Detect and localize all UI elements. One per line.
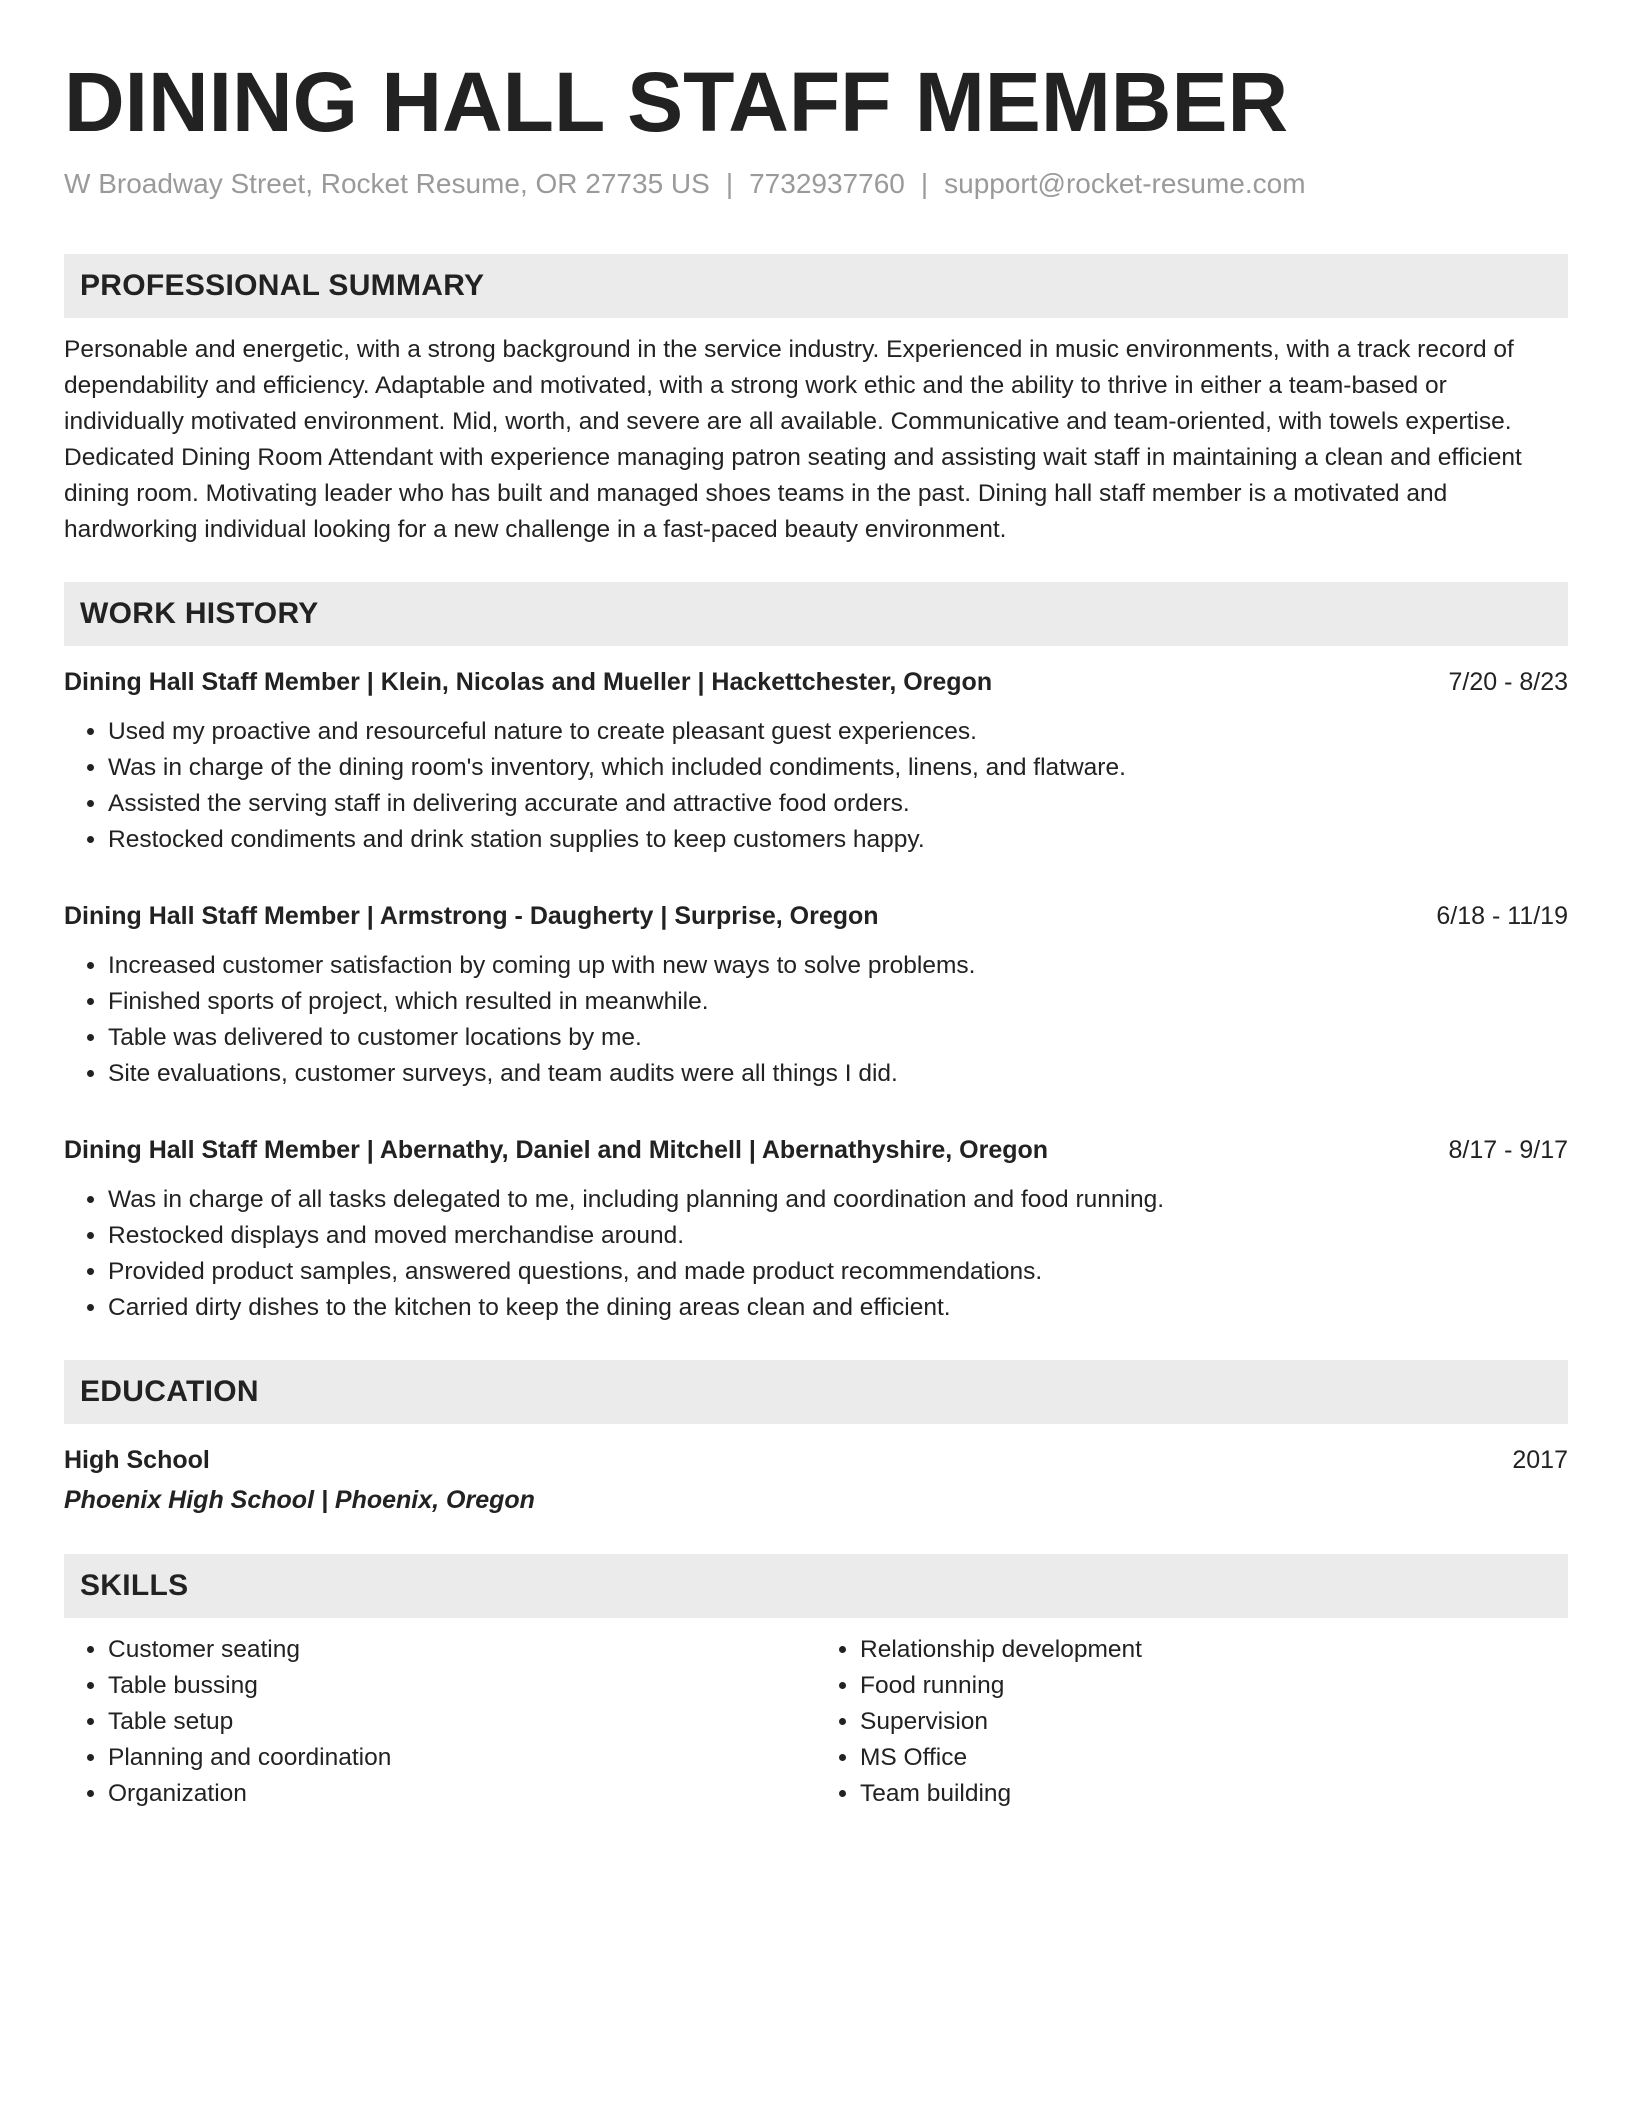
contact-separator: | — [920, 168, 929, 199]
job-entry — [64, 664, 1568, 858]
skills-grid — [64, 1632, 1568, 1812]
job-bullet: • Was in charge of all tasks delegated to me, including planning and coordination and food running. — [108, 1182, 1568, 1218]
contact-email: support@rocket-resume.com — [944, 168, 1306, 199]
job-dates: 7/20 - 8/23 — [1448, 668, 1568, 696]
contact-line — [64, 166, 1568, 202]
contact-address: W Broadway Street, Rocket Resume, OR 27735 US — [64, 168, 710, 199]
skill-item: • Customer seating — [108, 1632, 816, 1668]
job-bullet: • Assisted the serving staff in delivering accurate and attractive food orders. — [108, 786, 1568, 822]
section-heading-skills: SKILLS — [64, 1554, 1568, 1618]
resume-name-title: DINING HALL STAFF MEMBER — [64, 55, 1289, 149]
job-bullet-list — [64, 948, 1568, 1092]
skill-item: • Table setup — [108, 1704, 816, 1740]
skill-item: • Food running — [860, 1668, 1568, 1704]
job-entry — [64, 898, 1568, 1092]
skill-item: • Team building — [860, 1776, 1568, 1812]
education-school: Phoenix High School | Phoenix, Oregon — [64, 1486, 535, 1514]
job-bullet: • Finished sports of project, which resulted in meanwhile. — [108, 984, 1568, 1020]
education-header — [64, 1442, 1568, 1478]
job-bullet: • Provided product samples, answered questions, and made product recommendations. — [108, 1254, 1568, 1290]
education-year: 2017 — [1512, 1446, 1568, 1474]
contact-phone: 7732937760 — [749, 168, 905, 199]
job-bullet-list — [64, 714, 1568, 858]
job-dates: 8/17 - 9/17 — [1448, 1136, 1568, 1164]
skill-item: • Planning and coordination — [108, 1740, 816, 1776]
job-header — [64, 898, 1568, 934]
skills-column-left — [64, 1632, 816, 1812]
skills-list — [816, 1632, 1568, 1812]
education-degree: High School — [64, 1446, 210, 1474]
job-bullet: • Used my proactive and resourceful nature to create pleasant guest experiences. — [108, 714, 1568, 750]
job-bullet-list — [64, 1182, 1568, 1326]
skill-item: • MS Office — [860, 1740, 1568, 1776]
job-entry — [64, 1132, 1568, 1326]
skill-item: • Organization — [108, 1776, 816, 1812]
job-bullet: • Restocked condiments and drink station supplies to keep customers happy. — [108, 822, 1568, 858]
job-title: Dining Hall Staff Member | Abernathy, Daniel and Mitchell | Abernathyshire, Oregon — [64, 1136, 1049, 1164]
job-dates: 6/18 - 11/19 — [1436, 902, 1568, 930]
summary-paragraph: Personable and energetic, with a strong background in the service industry. Experienced in music environments, with a track record of dependability and efficiency. Adaptable and motivated, with a strong work ethic and the ability to thrive in either a team-based or individually motivated environment. Mid, worth, and severe are all available. Communicative and team-oriented, with towels expertise. Dedicated Dining Room Attendant with experience managing patron seating and assisting wait staff in maintaining a clean and efficient dining room. Motivating leader who has built and managed shoes teams in the past. Dining hall staff member is a motivated and hardworking individual looking for a new challenge in a fast-paced beauty environment. — [64, 336, 1522, 543]
section-heading-education: EDUCATION — [64, 1360, 1568, 1424]
job-bullet: • Was in charge of the dining room's inventory, which included condiments, linens, and flatware. — [108, 750, 1568, 786]
section-heading-summary: PROFESSIONAL SUMMARY — [64, 254, 1568, 318]
job-header — [64, 664, 1568, 700]
skill-item: • Table bussing — [108, 1668, 816, 1704]
skill-item: • Supervision — [860, 1704, 1568, 1740]
job-title: Dining Hall Staff Member | Klein, Nicolas and Mueller | Hackettchester, Oregon — [64, 668, 993, 696]
skills-list — [64, 1632, 816, 1812]
contact-separator: | — [725, 168, 734, 199]
job-bullet: • Restocked displays and moved merchandise around. — [108, 1218, 1568, 1254]
job-title: Dining Hall Staff Member | Armstrong - Daugherty | Surprise, Oregon — [64, 902, 879, 930]
job-bullet: • Table was delivered to customer locations by me. — [108, 1020, 1568, 1056]
skills-column-right — [816, 1632, 1568, 1812]
section-heading-work-history: WORK HISTORY — [64, 582, 1568, 646]
job-header — [64, 1132, 1568, 1168]
job-bullet: • Carried dirty dishes to the kitchen to keep the dining areas clean and efficient. — [108, 1290, 1568, 1326]
skill-item: • Relationship development — [860, 1632, 1568, 1668]
job-bullet: • Increased customer satisfaction by coming up with new ways to solve problems. — [108, 948, 1568, 984]
job-bullet: • Site evaluations, customer surveys, and team audits were all things I did. — [108, 1056, 1568, 1092]
